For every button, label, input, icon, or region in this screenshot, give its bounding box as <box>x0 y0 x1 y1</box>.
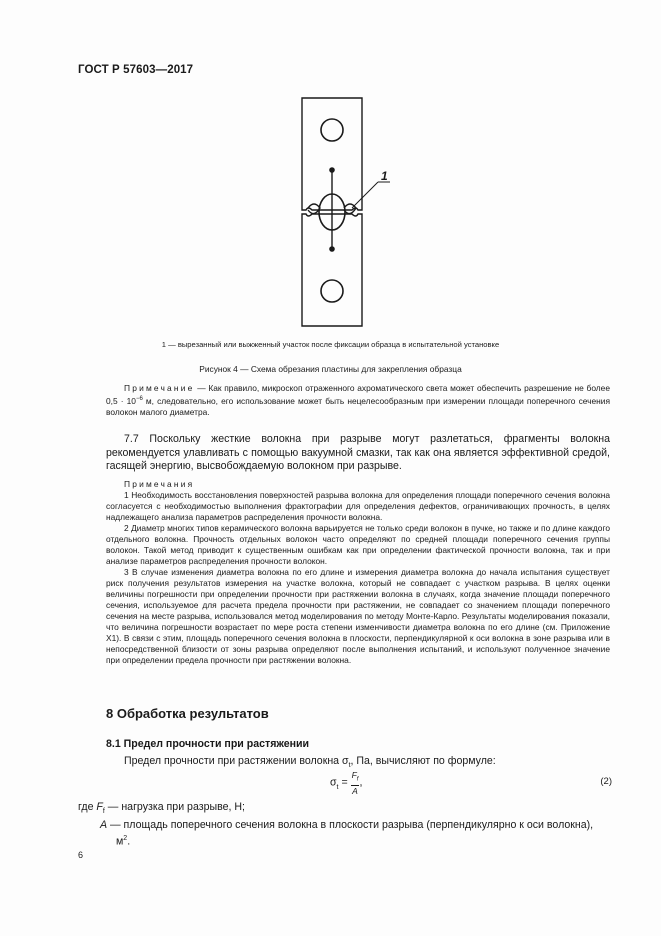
note-item: 1 Необходимость восстановления поверхностей разрыва волокна для определения площади поперечного сечения волокна согласуется с необходимостью выполнения фрактографии для определения дефектов, ограничивающих прочность, в целях надлежащего анализа параметров распределения прочности волокна. <box>106 490 610 522</box>
note-text-after: м, следовательно, его использование может быть нецелесообразным при измерении площади поперечного сечения волокон малого диаметра. <box>106 395 610 417</box>
formula-tail: , <box>359 776 363 789</box>
def-symbol: A <box>100 818 108 831</box>
formula-number: (2) <box>600 776 612 787</box>
def-symbol: F <box>96 801 103 813</box>
callout-leader <box>352 182 378 208</box>
note-item: 3 В случае изменения диаметра волокна по его длине и измерения диаметра волокна до начала испытания существует риск получения результатов измерения на участке волокна, который не совпадает с участком разрыва. В целях оценки величины погрешности при определении прочности при растяжении волокна в случаях, когда значение площади поперечного сечения, используемое для расчета предела прочности при растяжении, не совпадает со значением площади поперечного сечения на месте разрыва, использовался метод моделирования по методу Монте-Карло. Результаты моделирования показали, что величина погрешности возрастает по мере роста степени изменчивости диаметра волокна по его длине (см. Приложение X1). В связи с этим, площадь поперечного сечения волокна в плоскости, перпендикулярной к оси волокна в зоне разрыва или в непосредственной близости от зоны разрыва определяют после выполнения испытаний, и используют полученное значение при определении предела прочности при растяжении волокна. <box>106 567 610 665</box>
def-text: — площадь поперечного сечения волокна в плоскости разрыва (перпендикулярно к оси волокна), <box>107 818 594 831</box>
formula-num-sub: f <box>356 776 359 783</box>
notes-label: Примечания <box>124 479 195 489</box>
note-exponent: −6 <box>135 396 143 402</box>
formula-lhs: σ <box>330 776 337 789</box>
formula-eq: = <box>338 776 351 789</box>
note-label: Примечание <box>124 383 195 393</box>
intro-sub: t <box>348 762 351 770</box>
intro-text: Предел прочности при растяжении волокна σ <box>124 755 349 767</box>
def-sub: f <box>102 808 105 816</box>
page-number: 6 <box>78 850 84 860</box>
definition-item <box>78 801 612 819</box>
mounting-hole-top <box>321 119 343 141</box>
def-text: — нагрузка при разрыве, Н; <box>104 801 245 813</box>
definitions <box>78 801 612 849</box>
fiber-end-bottom <box>329 246 335 252</box>
note-top <box>106 383 610 418</box>
formula-lhs-sub: t <box>336 783 339 791</box>
section-heading: 8 Обработка результатов <box>106 706 269 721</box>
specimen-cutting-diagram <box>300 96 400 328</box>
note-item: 2 Диаметр многих типов керамического волокна варьируется не только среди волокон в пучке, но также и по длине каждого отдельного волокна. Прочность отдельных волокон часто определяют по средней площади поперечного сечения группы волокон. Такой метод приводит к существенным ошибкам как при определении фактической прочности волокна, так и при анализе параметров распределения прочности волокон. <box>106 523 610 566</box>
callout-label: 1 <box>381 169 388 183</box>
definition-continuation <box>78 832 612 849</box>
clause-7-7: 7.7 Поскольку жесткие волокна при разрыве могут разлетаться, фрагменты волокна рекомендуется улавливать с помощью вакуумной смазки, так как она является эффективной средой, гасящей энергию, высвобождаемую волокном при разрыве. <box>106 433 610 472</box>
figure-caption: Рисунок 4 — Схема обрезания пластины для закрепления образца <box>199 364 462 374</box>
document-header: ГОСТ Р 57603—2017 <box>78 64 194 76</box>
figure-legend: 1 — вырезанный или выжженный участок после фиксации образца в испытательной установке <box>161 340 500 349</box>
def-prefix: где <box>78 801 97 813</box>
mounting-hole-bottom <box>321 280 343 302</box>
intro-tail: , Па, вычисляют по формуле: <box>350 755 496 767</box>
notes-block <box>106 479 610 666</box>
formula-den: A <box>352 785 358 796</box>
note-text-before: — Как правило, микроскоп отраженного ахроматического света может обеспечить разрешение не более 0,5 · 10 <box>106 383 610 406</box>
formula-2 <box>106 770 612 796</box>
def-unit-tail: . <box>127 835 131 848</box>
def-unit: м <box>116 835 124 848</box>
formula-num: F <box>351 770 357 780</box>
fiber-end-top <box>329 167 335 173</box>
def-unit-sup: 2 <box>123 835 128 843</box>
definition-item <box>78 819 612 833</box>
subsection-heading: 8.1 Предел прочности при растяжении <box>106 738 310 750</box>
